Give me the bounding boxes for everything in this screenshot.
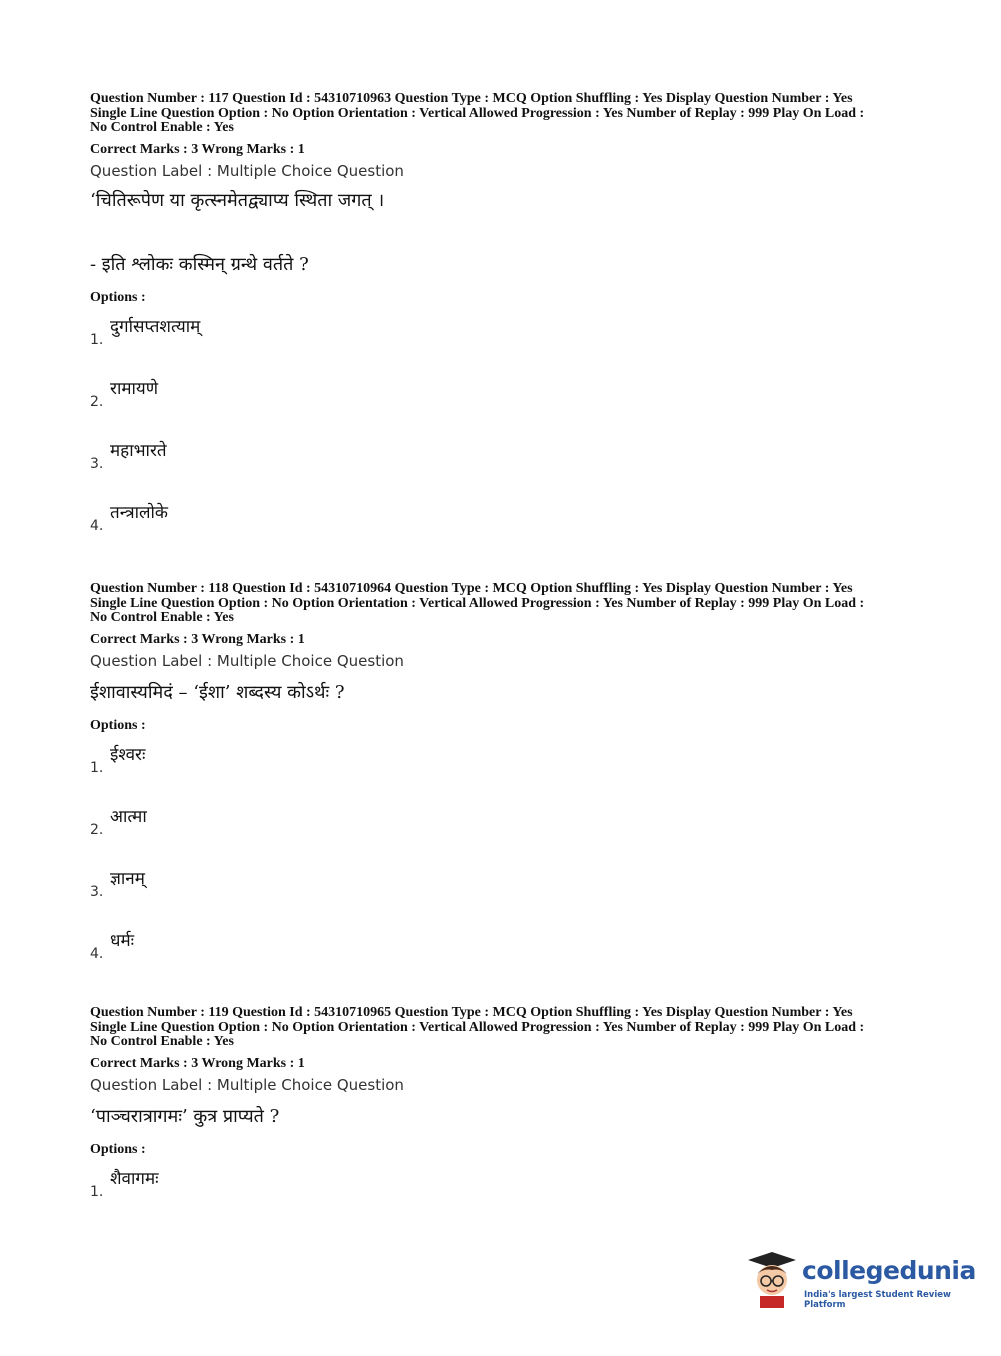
question-117 [90,92,920,562]
option-text: धर्मः [110,930,135,951]
option-text: रामायणे [110,378,159,399]
option-item [90,804,920,866]
question-label: Question Label : Multiple Choice Question [90,1075,404,1094]
option-number: 1. [90,1183,104,1200]
option-text: तन्त्रालोके [110,502,168,523]
option-number: 1. [90,331,104,348]
options-heading: Options : [90,289,146,305]
brand-name: collegedunia [802,1256,976,1285]
option-item [90,928,920,990]
option-text: ईश्वरः [110,744,146,765]
option-text: दुर्गासप्तशत्याम् [110,316,201,337]
option-item [90,866,920,928]
question-meta-line: Single Line Question Option : No Option Orientation : Vertical Allowed Progression : Yes Number of Replay : 999 Play On Load : [90,105,865,121]
option-number: 1. [90,759,104,776]
option-text: आत्मा [110,806,147,827]
question-119 [90,1006,920,1228]
option-number: 4. [90,517,104,534]
option-text: महाभारते [110,440,167,461]
question-meta-line: No Control Enable : Yes [90,120,234,135]
question-stem: ‘चितिरूपेण या कृत्स्नमेतद्व्याप्य स्थिता जगत् । [90,189,385,211]
question-meta-line: Single Line Question Option : No Option Orientation : Vertical Allowed Progression : Yes Number of Replay : 999 Play On Load : [90,595,865,611]
question-label: Question Label : Multiple Choice Question [90,651,404,670]
question-meta-line: Question Number : 117 Question Id : 54310710963 Question Type : MCQ Option Shuffling : Yes Display Question Number : Yes [90,91,853,106]
brand-tagline: India's largest Student Review Platform [804,1290,951,1310]
marks-line: Correct Marks : 3 Wrong Marks : 1 [90,631,305,647]
marks-line: Correct Marks : 3 Wrong Marks : 1 [90,1055,305,1071]
option-number: 3. [90,455,104,472]
option-text: ज्ञानम् [110,868,145,889]
collegedunia-logo[interactable] [742,1250,982,1310]
question-meta-line: No Control Enable : Yes [90,610,234,625]
option-text: शैवागमः [110,1168,159,1189]
option-item [90,376,920,438]
question-meta-line: Question Number : 118 Question Id : 54310710964 Question Type : MCQ Option Shuffling : Yes Display Question Number : Yes [90,581,853,596]
question-meta-line: Single Line Question Option : No Option Orientation : Vertical Allowed Progression : Yes Number of Replay : 999 Play On Load : [90,1019,865,1035]
question-meta-line: Question Number : 119 Question Id : 54310710965 Question Type : MCQ Option Shuffling : Yes Display Question Number : Yes [90,1005,853,1020]
question-118 [90,582,920,990]
option-item [90,438,920,500]
question-stem: ईशावास्यमिदं – ‘ईशा’ शब्दस्य कोऽर्थः ? [90,681,345,703]
question-label: Question Label : Multiple Choice Question [90,161,404,180]
mascot-icon [742,1250,800,1310]
question-stem: ‘पाञ्चरात्रागमः’ कुत्र प्राप्यते ? [90,1105,280,1127]
question-meta-line: No Control Enable : Yes [90,1034,234,1049]
options-heading: Options : [90,717,146,733]
options-heading: Options : [90,1141,146,1157]
option-number: 3. [90,883,104,900]
option-item [90,314,920,376]
marks-line: Correct Marks : 3 Wrong Marks : 1 [90,141,305,157]
option-item [90,500,920,562]
question-stem-continued: - इति श्लोकः कस्मिन् ग्रन्थे वर्तते ? [90,253,309,275]
option-number: 4. [90,945,104,962]
option-number: 2. [90,393,104,410]
option-number: 2. [90,821,104,838]
option-item [90,742,920,804]
option-item [90,1166,920,1228]
